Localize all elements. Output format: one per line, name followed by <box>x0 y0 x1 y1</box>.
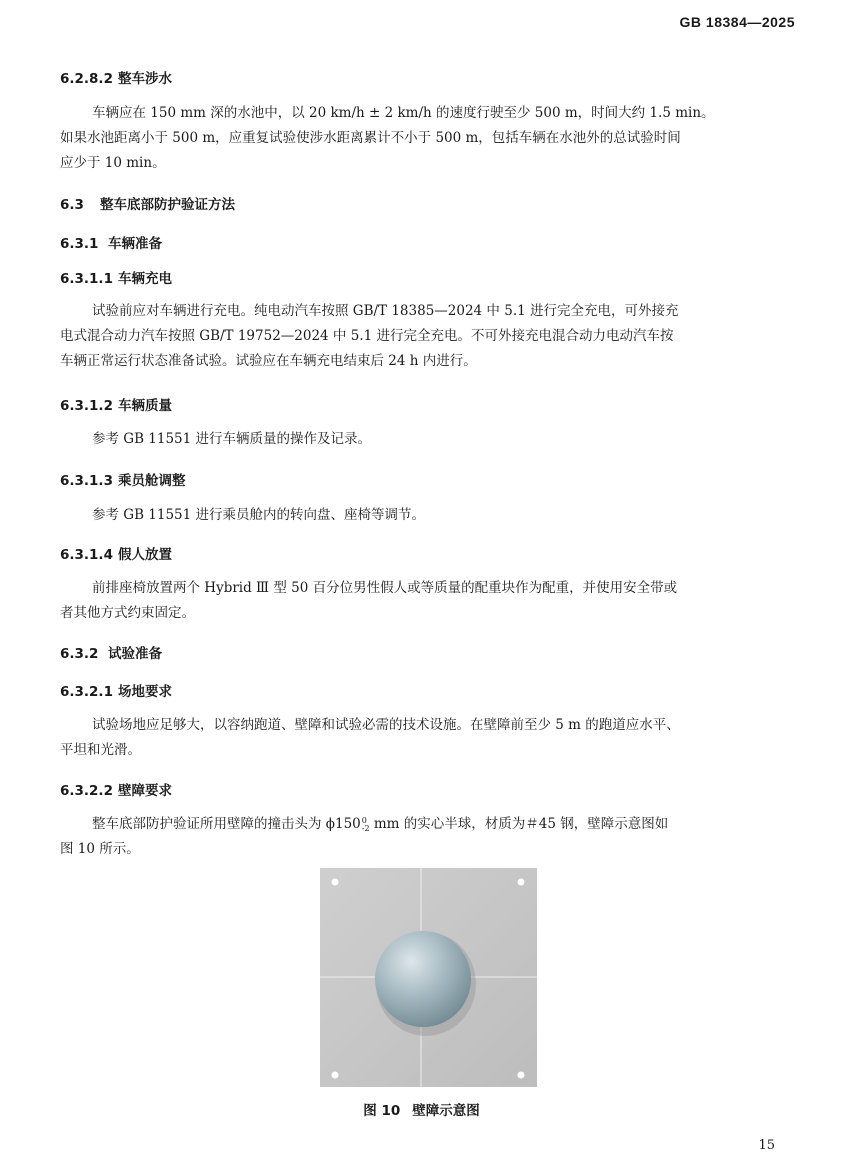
section-heading-6-3-2-1 <box>60 680 172 700</box>
paragraph-6-3-2-2 <box>60 812 798 862</box>
section-number: 6.3.1.2 <box>60 398 113 414</box>
section-number: 6.3.1.3 <box>60 473 113 489</box>
paragraph-line <box>60 812 798 837</box>
paragraph-line: 平坦和光滑。 <box>60 742 141 758</box>
section-heading-6-3-2-2 <box>60 779 172 799</box>
paragraph-line: 试验场地应足够大，以容纳跑道、壁障和试验必需的技术设施。在壁障前至少 5 m 的跑道应水平、 <box>92 717 680 733</box>
paragraph-6-3-1-4 <box>60 576 798 626</box>
text-run: mm 的实心半球，材质为＃45 钢，壁障示意图如 <box>369 816 669 832</box>
paragraph-6-2-8-2 <box>60 101 798 176</box>
section-title: 壁障要求 <box>118 783 172 799</box>
section-title: 车辆充电 <box>118 271 172 287</box>
section-number: 6.3.2.1 <box>60 684 113 700</box>
mount-hole <box>332 1072 339 1079</box>
paragraph-6-3-2-1 <box>60 713 798 763</box>
paragraph-line: 图 10 所示。 <box>60 841 140 857</box>
section-title: 假人放置 <box>118 547 172 563</box>
paragraph-line: 车辆应在 150 mm 深的水池中，以 20 km/h ± 2 km/h 的速度行驶至少 500 m，时间大约 1.5 min。 <box>92 105 715 121</box>
barrier-figure <box>320 868 537 1087</box>
paragraph-6-3-1-2 <box>60 427 798 452</box>
paragraph-line: 车辆正常运行状态准备试验。试验应在车辆充电结束后 24 h 内进行。 <box>60 353 477 369</box>
section-title: 整车涉水 <box>118 71 172 87</box>
section-number: 6.3.2 <box>60 646 99 662</box>
section-number: 6.3.1.4 <box>60 547 113 563</box>
paragraph-line: 电式混合动力汽车按照 GB/T 19752—2024 中 5.1 进行完全充电。不可外接充电混合动力电动汽车按 <box>60 328 674 344</box>
paragraph-line: 参考 GB 11551 进行车辆质量的操作及记录。 <box>92 431 372 447</box>
hemisphere-impactor <box>375 931 471 1027</box>
mount-hole <box>332 879 339 886</box>
figure-label: 图 10 <box>363 1103 401 1119</box>
section-heading-6-3-1-1 <box>60 267 172 287</box>
section-title: 车辆准备 <box>108 236 162 252</box>
section-heading-6-3 <box>60 193 235 213</box>
section-heading-6-3-1-2 <box>60 394 172 414</box>
paragraph-6-3-1-1 <box>60 299 798 374</box>
section-title: 试验准备 <box>108 646 162 662</box>
section-title: 场地要求 <box>118 684 172 700</box>
section-heading-6-3-2 <box>60 642 162 662</box>
paragraph-line: 参考 GB 11551 进行乘员舱内的转向盘、座椅等调节。 <box>92 507 426 523</box>
figure-caption <box>0 1099 843 1119</box>
paragraph-line: 者其他方式约束固定。 <box>60 605 195 621</box>
section-number: 6.2.8.2 <box>60 71 113 87</box>
barrier-illustration <box>320 868 537 1087</box>
section-title: 车辆质量 <box>118 398 172 414</box>
mount-hole <box>518 1072 525 1079</box>
paragraph-line: 前排座椅放置两个 Hybrid Ⅲ 型 50 百分位男性假人或等质量的配重块作为配重，并使用安全带或 <box>92 580 678 596</box>
mount-hole <box>518 879 525 886</box>
tolerance <box>362 817 370 833</box>
section-title: 乘员舱调整 <box>118 473 186 489</box>
section-heading-6-2-8-2 <box>60 67 172 87</box>
section-number: 6.3.2.2 <box>60 783 113 799</box>
paragraph-line: 应少于 10 min。 <box>60 155 166 171</box>
text-run: 整车底部防护验证所用壁障的撞击头为 ϕ150 <box>92 816 361 832</box>
section-number: 6.3.1 <box>60 236 99 252</box>
section-heading-6-3-1-4 <box>60 543 172 563</box>
tolerance-upper: 0 <box>361 815 367 825</box>
section-title: 整车底部防护验证方法 <box>100 197 235 213</box>
section-number: 6.3 <box>60 197 84 213</box>
section-number: 6.3.1.1 <box>60 271 113 287</box>
page-number: 15 <box>758 1138 775 1153</box>
section-heading-6-3-1 <box>60 232 162 252</box>
section-heading-6-3-1-3 <box>60 469 186 489</box>
paragraph-line: 试验前应对车辆进行充电。纯电动汽车按照 GB/T 18385—2024 中 5.1 进行完全充电，可外接充 <box>92 303 679 319</box>
document-standard-number: GB 18384—2025 <box>679 14 795 30</box>
tolerance-lower: -2 <box>361 823 370 833</box>
figure-title: 壁障示意图 <box>412 1103 480 1119</box>
paragraph-6-3-1-3 <box>60 503 798 528</box>
paragraph-line: 如果水池距离小于 500 m，应重复试验使涉水距离累计不小于 500 m，包括车辆在水池外的总试验时间 <box>60 130 681 146</box>
